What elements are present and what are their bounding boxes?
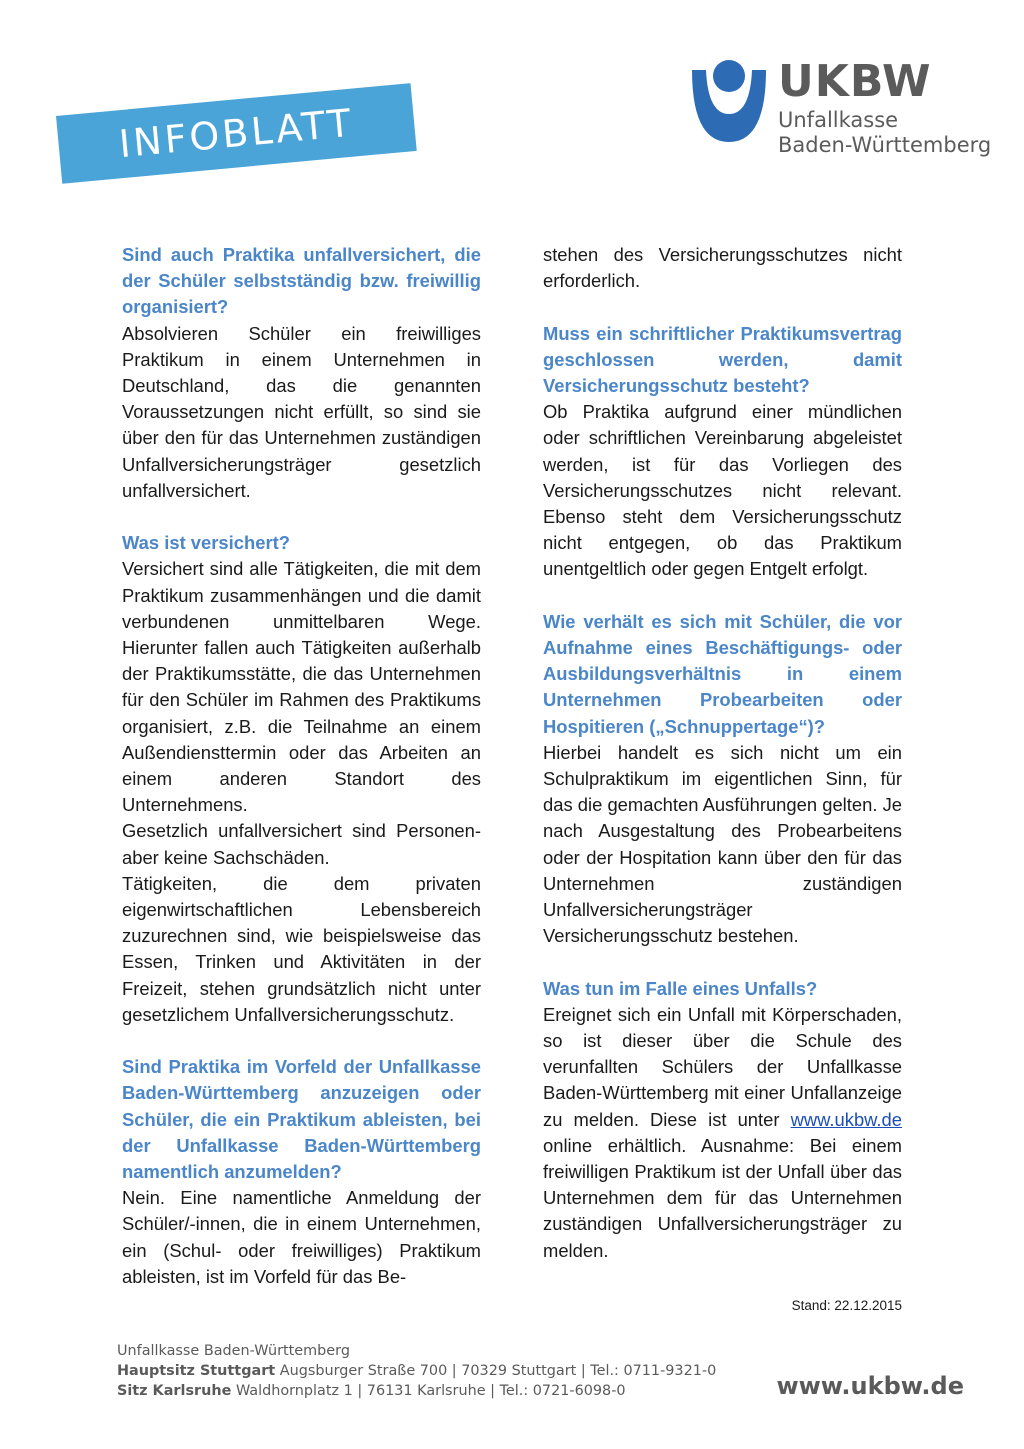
question-heading: Was ist versichert? xyxy=(122,532,290,554)
footer-karlsruhe xyxy=(117,1381,716,1401)
footer-website[interactable]: www.ukbw.de xyxy=(776,1372,964,1400)
footer-ka-label: Sitz Karlsruhe xyxy=(117,1383,232,1399)
question-heading: Muss ein schriftlicher Praktikumsvertrag geschlossen werden, damit Versicherungsschutz besteht? xyxy=(543,322,902,396)
ukbw-logo xyxy=(690,56,992,166)
question-heading: Wie verhält es sich mit Schüler, die vor Aufnahme eines Beschäftigungs- oder Ausbildungsverhältnis in einem Unternehmen Probearbeiten oder Hospitieren („Schnuppertage“)? xyxy=(543,610,902,737)
answer-paragraph: stehen des Versicherungsschutzes nicht erforderlich. xyxy=(543,244,902,292)
answer-text: Ereignet sich ein Unfall mit Körperschaden, so ist dieser über die Schule des verunfallten Schülers der Unfallkasse Baden-Württemberg mit einer Unfallanzeige zu melden. Diese ist unter xyxy=(543,1003,902,1130)
footer-hq-text: Augsburger Straße 700 | 70329 Stuttgart | Tel.: 0711-9321-0 xyxy=(275,1363,717,1379)
answer-paragraph: Versichert sind alle Tätigkeiten, die mit dem Praktikum zusammenhängen und die damit verbundenen unmittelbaren Wege. Hierunter fallen auch Tätigkeiten außerhalb der Praktikumsstätte, die das Unternehmen für den Schüler im Rahmen des Praktikums organisiert, z.B. die Teilnahme an einem Außendiensttermin oder das Arbeiten an einem anderen Standort des Unternehmens. xyxy=(122,558,481,816)
right-column xyxy=(543,242,902,1264)
left-column xyxy=(122,242,481,1290)
logo-line-2: Baden-Württemberg xyxy=(778,133,992,157)
footer-hq xyxy=(117,1361,716,1381)
ukbw-website-link[interactable]: www.ukbw.de xyxy=(790,1108,902,1130)
ukbw-logo-icon xyxy=(690,56,768,146)
question-heading: Sind Praktika im Vorfeld der Unfallkasse Baden-Württemberg anzuzeigen oder Schüler, die ein Praktikum ableisten, bei der Unfallkasse Baden-Württemberg namentlich anzumelden? xyxy=(122,1056,481,1183)
footer-org: Unfallkasse Baden-Württemberg xyxy=(117,1343,350,1359)
answer-paragraph: Ob Praktika aufgrund einer mündlichen oder schriftlichen Vereinbarung abgeleistet werden, ist für das Vorliegen des Versicherungsschutzes nicht relevant. Ebenso steht dem Versicherungsschutz nicht entgegen, ob das Praktikum unentgeltlich oder gegen Entgelt erfolgt. xyxy=(543,401,902,580)
answer-paragraph: Absolvieren Schüler ein freiwilliges Praktikum in einem Unternehmen in Deutschland, das die genannten Voraussetzungen nicht erfüllt, so sind sie über den für das Unternehmen zuständigen Unfallversicherungsträger gesetzlich unfallversichert. xyxy=(122,322,481,501)
footer-ka-text: Waldhornplatz 1 | 76131 Karlsruhe | Tel.: 0721-6098-0 xyxy=(231,1383,626,1399)
footer-hq-label: Hauptsitz Stuttgart xyxy=(117,1363,276,1379)
infoblatt-banner xyxy=(56,83,417,184)
question-heading: Sind auch Praktika unfallversichert, die der Schüler selbstständig bzw. freiwillig organisiert? xyxy=(122,244,481,318)
logo-line-1: Unfallkasse xyxy=(778,108,899,132)
footer-address xyxy=(117,1341,716,1401)
logo-ukbw-text: UKBW xyxy=(778,56,932,107)
answer-text: online erhältlich. Ausnahme: Bei einem freiwilligen Praktikum ist der Unfall über das Unternehmen dem für das Unternehmen zuständigen Unfallversicherungsträger zu melden. xyxy=(543,1134,902,1261)
answer-paragraph: Gesetzlich unfallversichert sind Personen- aber keine Sachschäden. xyxy=(122,820,481,868)
question-heading: Was tun im Falle eines Unfalls? xyxy=(543,977,818,999)
answer-paragraph: Hierbei handelt es sich nicht um ein Schulpraktikum im eigentlichen Sinn, für das die gemachten Ausführungen gelten. Je nach Ausgestaltung des Probearbeitens oder der Hospitation kann über den für das Unternehmen zuständigen Unfallversicherungsträger Versicherungsschutz bestehen. xyxy=(543,741,902,947)
answer-paragraph xyxy=(543,1002,902,1264)
date-stamp: Stand: 22.12.2015 xyxy=(791,1298,902,1313)
answer-paragraph: Nein. Eine namentliche Anmeldung der Schüler/-innen, die in einem Unternehmen, ein (Schul- oder freiwilliges) Praktikum ableisten, ist im Vorfeld für das Be- xyxy=(122,1187,481,1287)
answer-paragraph: Tätigkeiten, die dem privaten eigenwirtschaftlichen Lebensbereich zuzurechnen sind, wie beispielsweise das Essen, Trinken und Aktivitäten in der Freizeit, stehen grundsätzlich nicht unter gesetzlichem Unfallversicherungsschutz. xyxy=(122,872,481,1025)
banner-title: INFOBLATT xyxy=(117,100,356,167)
